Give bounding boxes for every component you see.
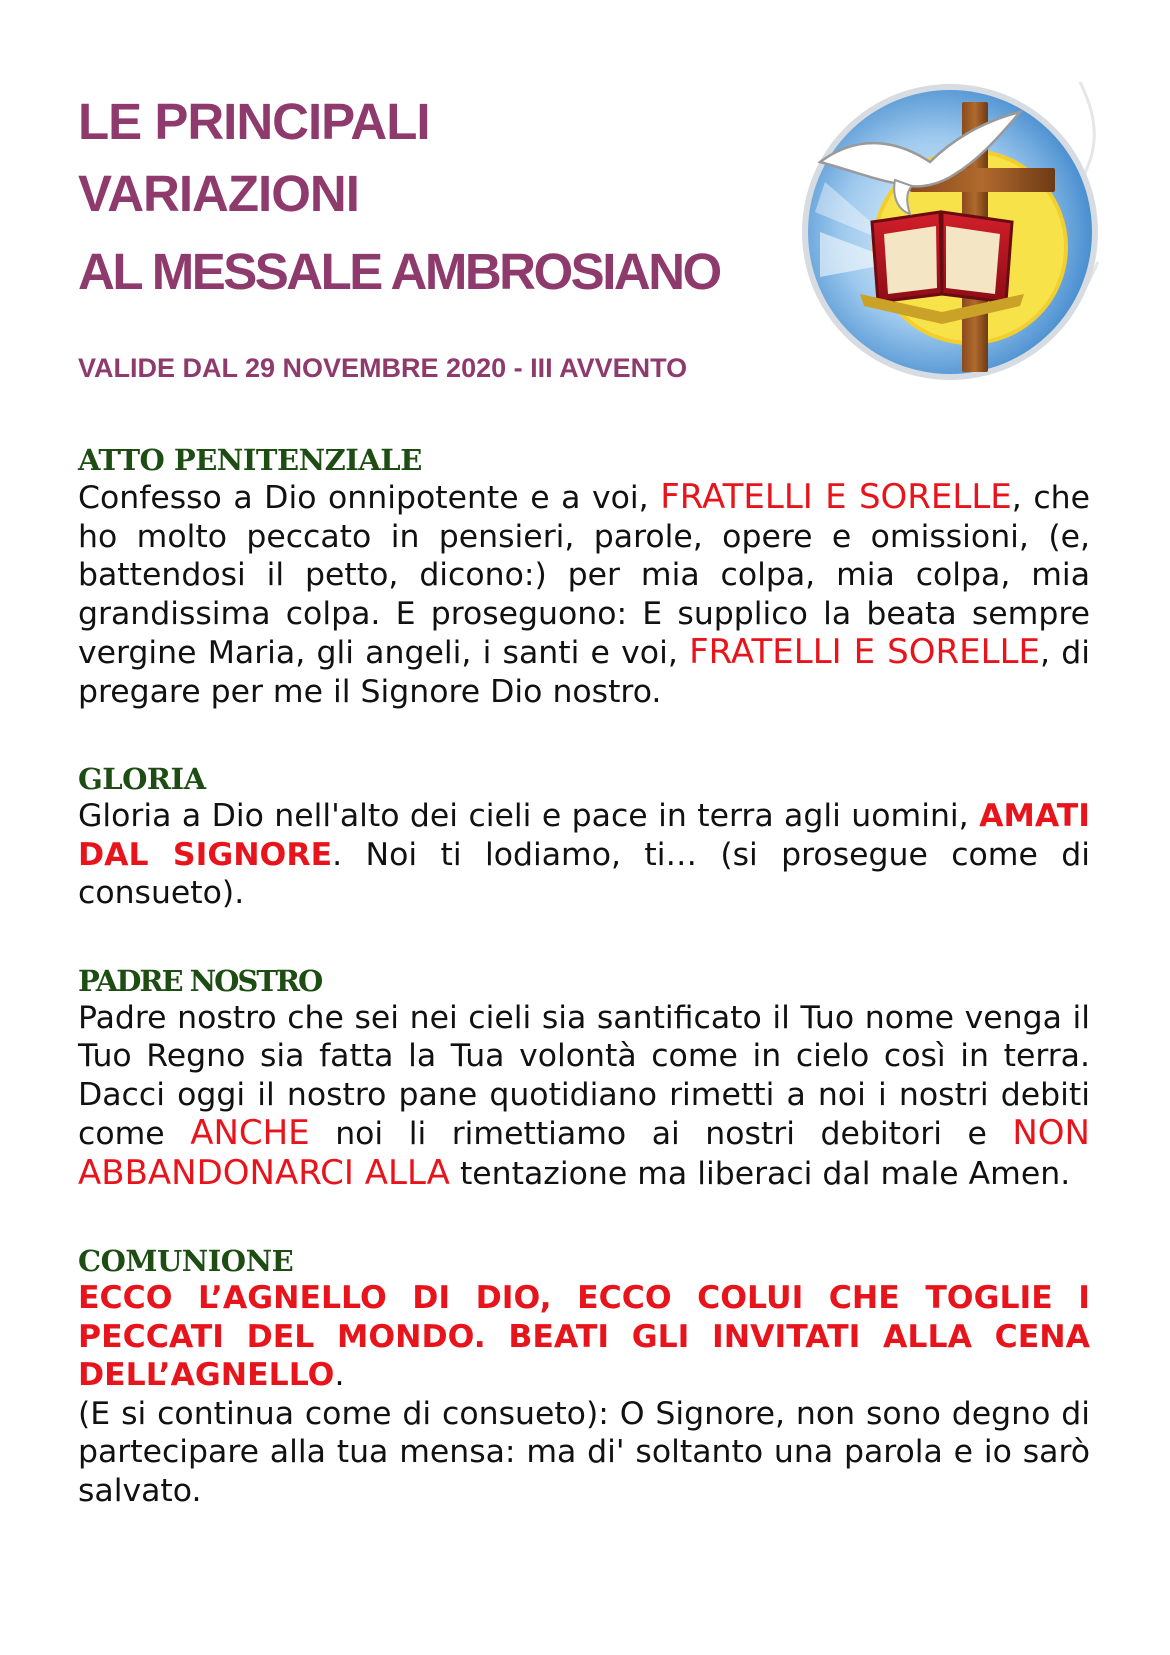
body-text: Gloria a Dio nell'alto dei cieli e pace in terra agli uomini, bbox=[78, 798, 980, 834]
section-heading: PADRE NOSTRO bbox=[78, 963, 322, 998]
body-text: . Noi ti lodiamo, ti… (si prosegue come di consueto). bbox=[78, 836, 1090, 911]
section-gloria bbox=[78, 761, 1090, 913]
section-padre-nostro bbox=[78, 963, 1090, 1194]
title-line-1: LE PRINCIPALI bbox=[78, 93, 430, 150]
section-body bbox=[78, 999, 1090, 1194]
title-line-2: VARIAZIONI bbox=[78, 165, 359, 222]
section-heading: COMUNIONE bbox=[78, 1244, 294, 1278]
section-heading: ATTO PENITENZIALE bbox=[78, 443, 422, 477]
section-body bbox=[78, 797, 1090, 913]
highlight-text: ECCO L’AGNELLO DI DIO, ECCO COLUI CHE TOGLIE I PECCATI DEL MONDO. BEATI GLI INVITATI ALLA CENA DELL’AGNELLO bbox=[78, 1280, 1090, 1393]
title-line-3: AL MESSALE AMBROSIANO bbox=[78, 243, 720, 300]
section-heading: GLORIA bbox=[78, 762, 206, 796]
body-text: tentazione ma liberaci dal male Amen. bbox=[449, 1155, 1071, 1192]
highlight-text: ANCHE bbox=[190, 1113, 310, 1153]
body-text: noi li rimettiamo ai nostri debitori e bbox=[309, 1116, 1013, 1152]
body-text: , che ho molto peccato in pensieri, parole, opere e omissioni, (e, battendosi il petto, dicono:) per mia colpa, mia colpa, mia grandissima colpa. E proseguono: E supplico la beata sempre vergine Maria, gli angeli, i santi e voi, bbox=[78, 480, 1090, 671]
highlight-text: FRATELLI E SORELLE bbox=[660, 477, 1012, 517]
section-atto-penitenziale bbox=[78, 442, 1090, 711]
header-title bbox=[78, 92, 798, 302]
body-text: , di pregare per me il Signore Dio nostro. bbox=[78, 635, 1091, 710]
document-content bbox=[78, 442, 1090, 1560]
section-body bbox=[78, 478, 1090, 711]
dove-cross-book-icon bbox=[780, 62, 1120, 392]
body-text: . bbox=[334, 1357, 345, 1393]
section-comunione bbox=[78, 1243, 1090, 1510]
body-text: Confesso a Dio onnipotente e a voi, bbox=[78, 480, 661, 516]
section-body: (E si continua come di consueto): O Signore, non sono degno di partecipare alla tua mensa: ma di' soltanto una parola e io sarò salvato. bbox=[78, 1395, 1090, 1509]
section-body-highlight bbox=[78, 1279, 1090, 1395]
highlight-text: NON ABBANDONARCI ALLA bbox=[78, 1113, 1090, 1193]
highlight-text: AMATI DAL SIGNORE bbox=[78, 798, 1090, 873]
highlight-text: FRATELLI E SORELLE bbox=[689, 632, 1041, 672]
subtitle: VALIDE DAL 29 NOVEMBRE 2020 - III AVVENTO bbox=[78, 353, 688, 383]
body-text: Padre nostro che sei nei cieli sia santificato il Tuo nome venga il Tuo Regno sia fatta la Tua volontà come in cielo così in terra. Dacci oggi il nostro pane quotidiano rimetti a noi i nostri debiti come bbox=[78, 999, 1090, 1152]
